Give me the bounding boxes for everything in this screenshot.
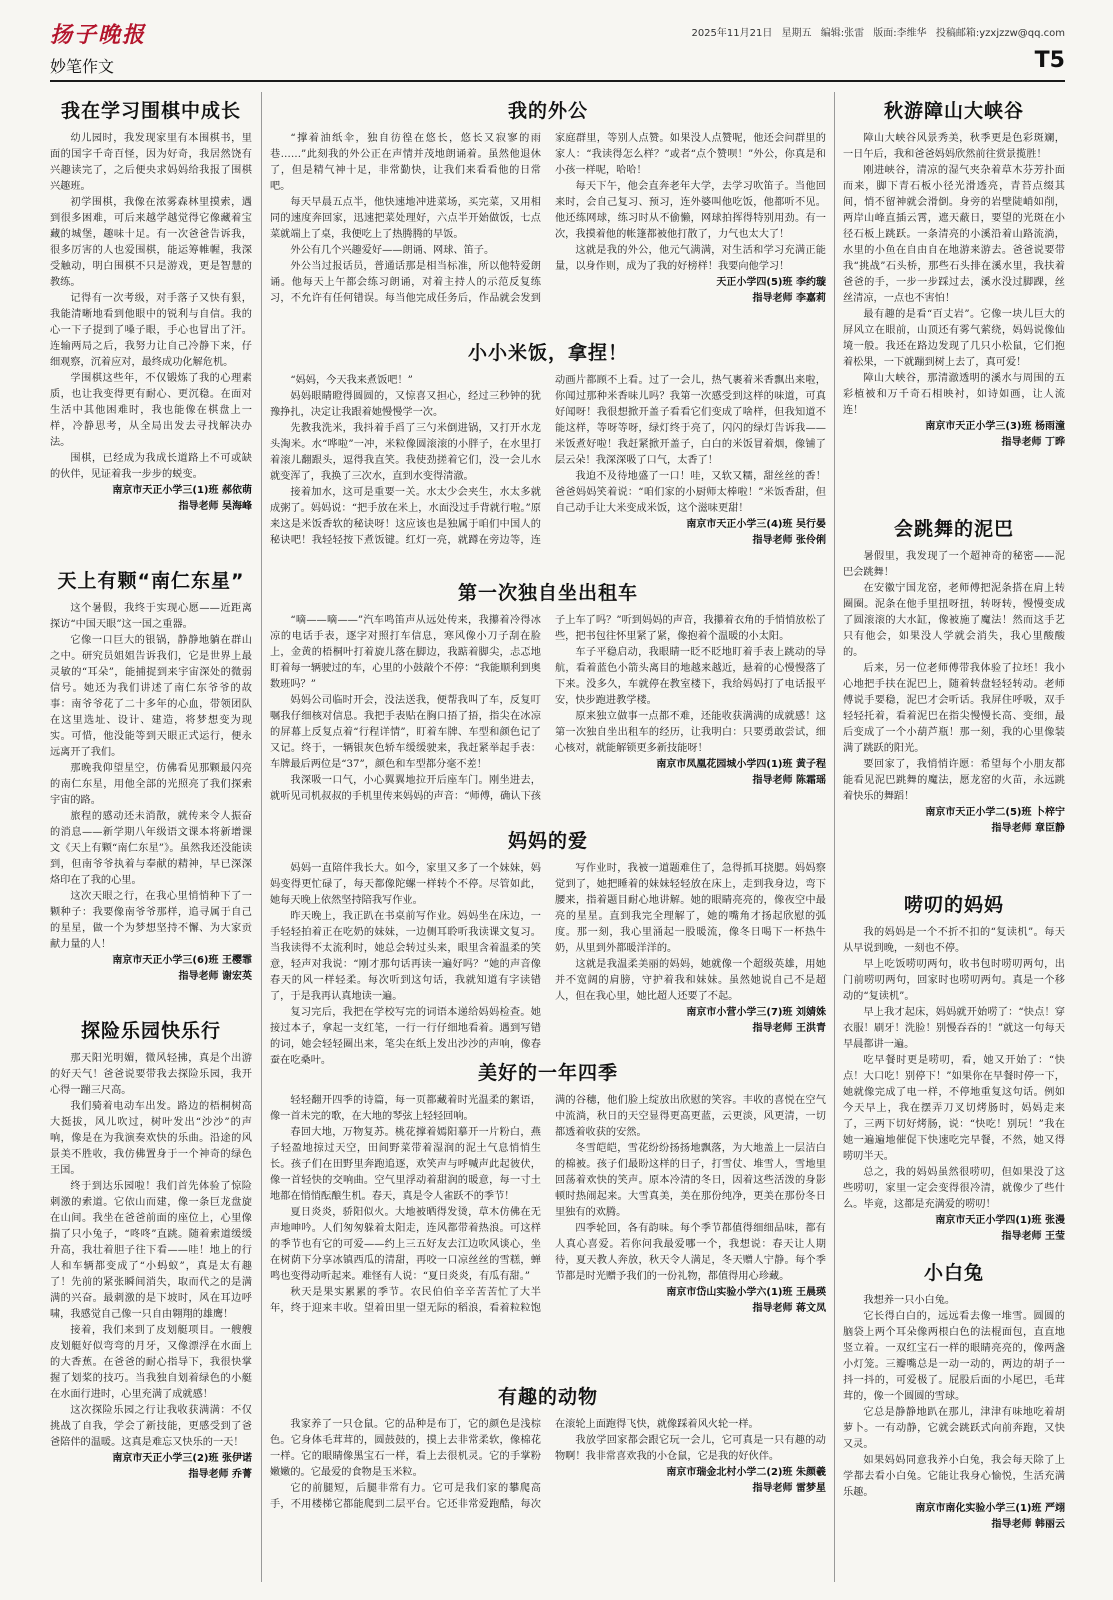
article-paragraph: “嘀——嘀——”汽车鸣笛声从远处传来，我攥着冷得冰凉的电话手表，逐字对照打车信息，寒风像小刀子刮在脸上，金黄的梧桐叶打着旋儿落在脚边，我踮着脚尖，忐忑地盯着每一辆驶过的车，心里的小鼓敲个不停：“我能顺利到奥数班吗？” xyxy=(270,615,541,690)
article-author: 南京市天正小学三(3)班 杨雨潼 xyxy=(925,421,1065,432)
article-paragraph: 这就是我的外公，他元气满满，对生活和学习充满正能量，以身作则，成为了我的好榜样！我要向他学习！ xyxy=(555,245,826,272)
article-body xyxy=(50,1051,252,1483)
article-paragraph: 我放学回家都会跟它玩一会儿，它可真是一只有趣的动物啊！我非常喜欢我的小仓鼠，它是我的好伙伴。 xyxy=(555,1435,826,1462)
article-paragraph: 障山大峡谷风景秀美，秋季更是色彩斑斓，一日午后，我和爸爸妈妈欣然前往赏景揽胜！ xyxy=(843,133,1065,160)
article-paragraph: “妈妈，今天我来煮饭吧！” xyxy=(290,375,413,386)
article-body xyxy=(843,131,1065,451)
article-paragraph: 妈妈一直陪伴我长大。如今，家里又多了一个妹妹，妈妈变得更忙碌了，每天都像陀螺一样转个不停。尽管如此，她每天晚上依然坚持陪我写作业。 xyxy=(270,863,541,906)
article-paragraph: 旅程的感动还未消散，就传来令人振奋的消息——新学期八年级语文课本将新增课文《天上有颗“南仁东星”》。虽然我还没能读到，但南爷爷执着与奉献的精神，早已深深烙印在了我的心里。 xyxy=(50,811,252,886)
article-paragraph: 如果妈妈同意我养小白兔，我会每天除了上学都去看小白兔。它能让我身心愉悦，生活充满乐趣。 xyxy=(843,1455,1065,1498)
issue-weekday: 星期五 xyxy=(781,28,812,39)
article-paragraph: 我家养了一只仓鼠。它的品种是布丁，它的颜色是浅棕色。它身体毛茸茸的，圆鼓鼓的，摸上去非常柔软，像棉花一样。它的眼睛像黑宝石一样，看上去很机灵。它的手掌粉嫩嫩的。它最爱的食物是玉米粒。 xyxy=(270,1419,541,1478)
article-teacher: 指导老师 乔菁 xyxy=(188,1469,252,1480)
article-paragraph: 吃早餐时更是唠叨，看，她又开始了：“快点！大口吃！别停下！”如果你在早餐时停一下，她就像完成了电一样，不停地重复这句话。例如今天早上，我在摆弄刀叉切烤肠时，妈妈走来了，三两下切好烤肠，说：“快吃！别玩！”我在她一遍遍地催促下快速吃完早餐，不然，她又得唠叨半天。 xyxy=(843,1055,1065,1162)
article-title: 会跳舞的泥巴 xyxy=(893,518,1014,540)
article-author: 南京市天正小学二(5)班 卜梓宁 xyxy=(925,807,1065,818)
article-paragraph: 早上吃饭唠叨两句，收书包时唠叨两句，出门前唠叨两句，回家时也唠叨两句。真是一个移动的“复读机”。 xyxy=(843,959,1065,1002)
article-animal xyxy=(270,1382,826,1586)
article-paragraph: 我迫不及待地盛了一口！哇，又软又糯，甜丝丝的香！爸爸妈妈笑着说：“咱们家的小厨师太棒啦！”米饭香甜，但自己动手让大米变成米饭，这个滋味更甜！ xyxy=(555,471,826,514)
article-author: 南京市天正小学三(4)班 吴行晏 xyxy=(686,519,826,530)
masthead xyxy=(50,14,1065,80)
article-rabbit xyxy=(843,1258,1065,1586)
article-paragraph: 春回大地，万物复苏。桃花撑着嫣阳摹开一片粉白，燕子轻盈地掠过天空，田间野菜带着湿润的泥土气息悄悄生长。孩子们在田野里奔跑追逐，欢笑声与呼喊声此起彼伏，像一首轻快的交响曲。空气里浮动着甜润的暖意，每一寸土地都在悄悄酝酿生机。春天，真是令人雀跃不的季节！ xyxy=(270,1127,541,1202)
article-paragraph: 幼儿园时，我发现家里有本围棋书，里面的国字千奇百怪，因为好奇，我居然饶有兴趣读完了，之后便央求妈妈给我报了围棋兴趣班。 xyxy=(50,133,252,192)
article-paragraph: 最有趣的是看“百丈岩”。它像一块儿巨大的屏风立在眼前，山顶还有雾气萦绕，妈妈说像仙境一般。我还在路边发现了几只小松鼠，它们抱着松果，一下就蹦到树上去了，真可爱！ xyxy=(843,309,1065,368)
article-paragraph: 昨天晚上，我正趴在书桌前写作业。妈妈坐在床边，一手轻轻拍着正在吃奶的妹妹，一边侧耳聆听我读课文复习。当我读得不太流利时，她总会转过头来，眼里含着温柔的笑意，轻声对我说：“刚才那句话再读一遍好吗？”她的声音像春天的风一样轻柔。每次听到这句话，我就知道有字读错了，于是我再认真地读一遍。 xyxy=(270,911,541,1002)
article-teacher: 指导老师 吴海峰 xyxy=(178,501,252,512)
article-paragraph: 那晚我仰望星空，仿佛看见那颗最闪亮的南仁东星，用他全部的光照亮了我们探索宇宙的路。 xyxy=(50,763,252,806)
article-teacher: 指导老师 谢宏英 xyxy=(178,971,252,982)
article-paragraph: 初学围棋，我像在浓雾森林里摸索，遇到很多困难，可后来越学越觉得它像藏着宝藏的城堡，趣味十足。有一次爸爸告诉我，很多厉害的人也爱围棋，能运筹帷幄，我深受触动，明白围棋不只是游戏，更是智慧的教练。 xyxy=(50,197,252,288)
issue-email: 投稿邮箱:yzxjzzw@qq.com xyxy=(935,28,1065,39)
article-paragraph: 妈妈眼睛瞪得圆圆的，又惊喜又担心，经过三秒钟的犹豫挣扎，决定让我跟着她慢慢学一次。 xyxy=(270,391,541,418)
article-nagging-mom xyxy=(843,890,1065,1252)
article-paragraph: 原来独立做事一点都不难，还能收获满满的成就感！这第一次独自坐出租车的经历，让我明白：只要勇敢尝试，细心核对，就能解锁更多新技能呀！ xyxy=(555,711,826,754)
article-teacher: 指导老师 雷梦星 xyxy=(752,1483,826,1494)
article-paragraph: 总之，我的妈妈虽然很唠叨，但如果没了这些唠叨，家里一定会变得很冷清，就像少了些什么。毕竟，这都是充满爱的唠叨！ xyxy=(843,1167,1065,1210)
article-teacher: 指导老师 王洪青 xyxy=(752,1023,826,1034)
article-clay xyxy=(843,514,1065,876)
header-rule xyxy=(50,80,1065,82)
article-title: 第一次独自坐出租车 xyxy=(457,582,638,604)
section-title: 妙笔作文 xyxy=(50,57,115,76)
article-paragraph: 这就是我温柔美丽的妈妈，她就像一个超级英雄，用她并不宽阔的肩膀，守护着我和妹妹。虽然她说自己不是超人，但在我心里，她比超人还要了不起。 xyxy=(555,959,826,1002)
article-paragraph: 每天下午，他会直奔老年大学，去学习吹笛子。当他回来时，会自己复习、预习，连外婆叫他吃饭，他都听不见。他还练网球，练习时从不偷懒，网球拍挥得特别用劲。有一次，我摸着他的帐篷都被他打散了，力气也太大了！ xyxy=(555,181,826,240)
column-divider xyxy=(834,92,835,1582)
article-paragraph: 我深吸一口气，小心翼翼地拉开后座车门。刚坐进去，就听见司机叔叔的手机里传来妈妈的声音：“师傅，确认下孩子上车了吗？”听到妈妈的声音，我攥着衣角的手悄悄放松了些，把书包往怀里紧了紧，像抱着个温暖的小太阳。 xyxy=(270,615,826,802)
article-paragraph: 我想养一只小白兔。 xyxy=(863,1295,956,1306)
article-teacher: 指导老师 李嘉莉 xyxy=(752,293,826,304)
page-number: T5 xyxy=(1034,48,1065,73)
article-mom-love xyxy=(270,826,826,1066)
article-body xyxy=(270,613,826,805)
article-star xyxy=(50,566,252,1004)
article-body xyxy=(843,1293,1065,1533)
article-paragraph: 复习完后，我把在学校写完的词语本递给妈妈检查。她接过本子，拿起一支红笔，一行一行仔细地看着。遇到写错的词，她会轻轻圈出来，笔尖在纸上发出沙沙的声响，像春蚕在吃桑叶。 xyxy=(270,1007,541,1066)
issue-date: 2025年11月21日 xyxy=(691,28,773,39)
article-paragraph: 要回家了，我悄悄许愿：希望每个小朋友都能看见泥巴跳舞的魔法，愿龙窑的火苗，永远跳着快乐的舞蹈！ xyxy=(843,759,1065,802)
article-paragraph: 轻轻翻开四季的诗篇，每一页都藏着时光温柔的絮语，像一首未完的歌，在大地的琴弦上轻轻回响。 xyxy=(270,1095,541,1122)
article-paragraph: 它像一口巨大的银锅，静静地躺在群山之中。研究员姐姐告诉我们，它是世界上最灵敏的“耳朵”，能捕捉到来宇宙深处的微弱信号。她还为我们讲述了南仁东爷爷的故事：南爷爷花了二十多年的心血，带领团队在这里选址、设计、建造，将梦想变为现实。可惜，他没能等到天眼正式运行，便永远离开了我们。 xyxy=(50,635,252,758)
article-paragraph: 这次探险乐园之行让我收获满满：不仅挑战了自我，学会了新技能，更感受到了爸爸陪伴的温暖。这真是难忘又快乐的一天！ xyxy=(50,1405,252,1448)
article-paragraph: 每天早晨五点半，他快速地冲进菜场，买完菜，又用相同的速度奔回家，迅速把菜处理好，六点半开始做饭，七点菜就端上了桌，我便吃上了热腾腾的早饭。 xyxy=(270,197,541,240)
article-paragraph: 这个暑假，我终于实现心愿——近距离探访“中国天眼”这一国之重器。 xyxy=(50,603,252,630)
article-title: 天上有颗“南仁东星” xyxy=(57,570,245,592)
article-taxi xyxy=(270,578,826,820)
article-teacher: 指导老师 王莹 xyxy=(1001,1231,1065,1242)
article-paragraph: 冬雪皑皑，雪花纷纷扬扬地飘落，为大地盖上一层洁白的棉被。孩子们最盼这样的日子，打雪仗、堆雪人，雪地里回荡着欢快的笑声。原本冷清的冬日，因着这些活泼的身影顿时热闹起来。大雪真美，美在那份纯净，更美在那份冬日里独有的欢腾。 xyxy=(555,1143,826,1218)
article-paragraph: 车子平稳启动，我眼睛一眨不眨地盯着手表上跳动的导航，看着蓝色小箭头离目的地越来越近，悬着的心慢慢落了下来。没多久，车就停在教室楼下，我给妈妈打了电话报平安，快步跑进教学楼。 xyxy=(555,647,826,706)
article-paragraph: 我的妈妈是一个不折不扣的“复读机”。每天从早说到晚，一刻也不停。 xyxy=(843,927,1065,954)
article-title: 探险乐园快乐行 xyxy=(80,1020,221,1042)
article-title: 我的外公 xyxy=(507,100,588,122)
article-title: 妈妈的爱 xyxy=(507,830,588,852)
article-body xyxy=(270,861,826,1069)
article-teacher: 指导老师 韩丽云 xyxy=(991,1519,1065,1530)
article-body xyxy=(843,549,1065,837)
article-title: 秋游障山大峡谷 xyxy=(883,100,1024,122)
article-paragraph: 学围棋这些年，不仅锻炼了我的心理素质，也让我变得更有耐心、更沉稳。在面对生活中其他困难时，我也能像在棋盘上一样，冷静思考，从全局出发去寻找解决办法。 xyxy=(50,373,252,448)
newspaper-logo: 扬子晚报 xyxy=(50,22,147,48)
article-paragraph: 妈妈公司临时开会，没法送我，便帮我叫了车，反复叮嘱我仔细核对信息。我把手表贴在胸口捂了捂，指尖在冰凉的屏幕上反复点着“行程详情”，盯着车牌、车型和颜色记了又记。终于，一辆银灰色轿车缓缓驶来，我赶紧举起手表：车牌最后两位是“37”，颜色和车型都分毫不差！ xyxy=(270,695,541,770)
article-body xyxy=(270,1093,826,1317)
article-teacher: 指导老师 丁晔 xyxy=(1001,437,1065,448)
article-paragraph: 终于到达乐园啦！我们首先体验了惊险刺激的索道。它依山而建，像一条巨龙盘旋在山间。我坐在爸爸前面的座位上，心里像揣了只小兔子，“咚咚”直跳。随着索道缓缓升高，我壮着胆子往下看——哇！地上的行人和车辆都变成了“小蚂蚁”，真是太有趣了！先前的紧张瞬间消失，取而代之的是满满的兴奋。最刺激的是下坡时，风在耳边呼啸，我感觉自己像一只自由翱翔的雄鹰！ xyxy=(50,1181,252,1320)
article-author: 南京市小营小学三(7)班 刘婧姝 xyxy=(686,1007,826,1018)
issue-meta xyxy=(685,24,1065,39)
article-body xyxy=(270,131,826,307)
article-teacher: 指导老师 陈霜瑶 xyxy=(752,775,826,786)
article-canyon xyxy=(843,96,1065,510)
article-teacher: 指导老师 蒋文凤 xyxy=(752,1303,826,1314)
article-paragraph: 这次天眼之行，在我心里悄悄种下了一颗种子：我要像南爷爷那样，追寻属于自己的星星，做一个为梦想坚持不懈、为大家贡献力量的人！ xyxy=(50,891,252,950)
article-author: 南京市瑞金北村小学二(2)班 朱颜羲 xyxy=(666,1467,826,1478)
article-title: 小白兔 xyxy=(923,1262,984,1284)
article-paragraph: 外公当过报话员，普通话那是相当标准，所以他特爱朗诵。他每天上午都会练习朗诵，对着主持人的示范反复练习，不允许有任何错误。每当他完成任务后，作品就会发到家庭群里，等别人点赞。如果没人点赞呢，他还会问群里的家人：“我读得怎么样？”或者“点个赞呗！”外公，你真是和小孩一样呢，哈哈！ xyxy=(270,133,826,304)
article-body xyxy=(843,925,1065,1245)
article-paragraph: 早上我才起床，妈妈就开始唠了：“快点！穿衣服！刷牙！洗脸！别慢吞吞的！”就这一句每天早晨都讲一遍。 xyxy=(843,1007,1065,1050)
article-paragraph: 它长得白白的，远远看去像一堆雪。圆圆的脑袋上两个耳朵像两根白色的法棍面包，直直地竖立着。一双红宝石一样的眼睛亮亮的，像两盏小灯笼。三瓣嘴总是一动一动的，两边的胡子一抖一抖的，可爱极了。屁股后面的小尾巴，毛茸茸的，像一个圆圆的雪球。 xyxy=(843,1311,1065,1402)
article-go xyxy=(50,96,252,538)
article-paragraph: 夏日炎炎，骄阳似火。大地被晒得发烫，草木仿佛在无声地呻吟。人们匆匆躲着太阳走，连风都带着热浪。可这样的季节也有它的可爱——约上三五好友去江边吹风谈心，坐在树荫下分享冰镇西瓜的清甜，再咬一口凉丝丝的雪糕，蝉鸣也变得动听起来。难怪有人说：“夏日炎炎，有瓜有甜。” xyxy=(270,1207,541,1282)
article-author: 天正小学四(5)班 李约璇 xyxy=(716,277,826,288)
article-paragraph: 写作业时，我被一道题难住了，急得抓耳挠腮。妈妈察觉到了，她把睡着的妹妹轻轻放在床上，走到我身边，弯下腰来，指着题目耐心地讲解。她的眼睛亮亮的，像夜空中最亮的星星。直到我完全理解了，她的嘴角才扬起欣慰的弧度。那一刻，我心里涌起一股暖流，像冬日喝下一杯热牛奶，从里到外都暖洋洋的。 xyxy=(555,863,826,954)
issue-layout: 版面:李维华 xyxy=(873,28,927,39)
article-paragraph: 后来，另一位老师傅带我体验了拉坯！我小心地把手扶在泥巴上，随着转盘轻轻转动。老师傅说手要稳，泥巴才会听话。我屏住呼吸，双手轻轻托着，看着泥巴在指尖慢慢长高、变细，最后变成了一个小葫芦瓶！那一刻，我的心里像装满了跳跃的阳光。 xyxy=(843,663,1065,754)
article-paragraph: 暑假里，我发现了一个超神奇的秘密——泥巴会跳舞！ xyxy=(843,551,1065,578)
article-teacher: 指导老师 章臣静 xyxy=(991,823,1065,834)
article-author: 南京市天正小学三(6)班 王樱霏 xyxy=(112,955,252,966)
article-title: 有趣的动物 xyxy=(497,1386,598,1408)
article-title: 唠叨的妈妈 xyxy=(903,894,1004,916)
article-body xyxy=(270,373,826,549)
article-author: 南京市南化实验小学三(1)班 严翊 xyxy=(915,1503,1065,1514)
article-body xyxy=(270,1417,826,1513)
article-author: 南京市天正小学三(1)班 郝依萌 xyxy=(112,485,252,496)
article-author: 南京市天正小学四(1)班 张漫 xyxy=(935,1215,1065,1226)
article-paragraph: 刚进峡谷，清凉的湿气夹杂着草木芬芳扑面而来，脚下青石板小径光滑透亮，青苔点缀其间，悄不留神就会滑倒。身旁的岩壁陡峭如削，两岸山峰直插云霄，遮天蔽日，要望的光斑在小径石板上跳跃。一条清亮的小溪沿着山路流淌，水里的小鱼在自由自在地游来游去。爸爸说要带我“挑战”石头桥，那些石头排在溪水里，我扶着爸爸的手，一步一步踩过去，溪水没过脚踝，丝丝清凉，一点也不害怕！ xyxy=(843,165,1065,304)
article-paragraph: 那天阳光明媚，微风轻拂，真是个出游的好天气！爸爸说要带我去探险乐园，我开心得一蹦三尺高。 xyxy=(50,1053,252,1096)
article-paragraph: 外公有几个兴趣爱好——朗诵、网球、笛子。 xyxy=(290,245,495,256)
article-paragraph: 它的前腿短，后腿非常有力。它可是我们家的攀爬高手，不用楼梯它都能爬到二层平台。它还非常爱跑酷，每次在滚轮上面跑得飞快，就像踩着风火轮一样。 xyxy=(270,1419,759,1510)
article-paragraph: “撑着油纸伞，独自彷徨在悠长，悠长又寂寥的雨巷……”此刻我的外公正在声情并茂地朗诵着。虽然他退休了，但是精气神十足，非常勤快，让我们来看看他的日常吧。 xyxy=(270,133,541,192)
article-author: 南京市岱山实验小学六(1)班 王晨瑛 xyxy=(666,1287,826,1298)
article-paragraph: 四季轮回，各有韵味。每个季节都值得细细品味，都有人真心喜爱。若你问我最爱哪一个，我想说：春天让人期待，夏天教人奔放，秋天令人满足，冬天赠人宁静。每个季节都是时光赠予我们的一份礼物，都值得用心珍藏。 xyxy=(555,1223,826,1282)
article-paragraph: 我们骑着电动车出发。路边的梧桐树高大挺拔，风儿吹过，树叶发出“沙沙”的声响，像是在为我演奏欢快的乐曲。沿途的风景美不胜收，我仿佛置身于一个神奇的绿色王国。 xyxy=(50,1101,252,1176)
article-teacher: 指导老师 张伶俐 xyxy=(752,535,826,546)
article-paragraph: 围棋，已经成为我成长道路上不可或缺的伙伴，见证着我一步步的蜕变。 xyxy=(50,453,252,480)
article-paragraph: 记得有一次考级，对手落子又快有狠，我能清晰地看到他眼中的锐利与自信。我的心一下子提到了嗓子眼，手心也冒出了汗。连输两局之后，我努力让自己冷静下来，仔细观察，沉着应对，最终成功化解危机。 xyxy=(50,293,252,368)
issue-editor: 编辑:张雷 xyxy=(820,28,865,39)
article-paragraph: 先教我洗米，我抖着手舀了三勺米倒进锅，又打开水龙头淘米。水“哗啦”一冲，米粒像圆滚滚的小胖子，在水里打着滚儿翻跟头，逗得我直笑。我使劲搓着它们，没一会儿水就变浑了，我换了三次水，直到水变得清澈。 xyxy=(270,423,541,482)
article-title: 小小米饭，拿捏！ xyxy=(467,342,628,364)
article-paragraph: 它总是静静地趴在那儿，津津有味地吃着胡萝卜。一有动静，它就会跳跃式向前奔跑，又快又灵。 xyxy=(843,1407,1065,1450)
article-seasons xyxy=(270,1058,826,1376)
article-paragraph: 接着加水，这可是重要一关。水太少会夹生，水太多就成粥了。妈妈说：“把手放在米上，水面没过手背就行啦。”原来这是米饭香软的秘诀呀！这应该也是独属于咱们中国人的秘诀吧！我轻轻按下煮饭键。红灯一亮，就蹲在旁边等，连动画片都顾不上看。过了一会儿，热气裹着米香飘出来啦，你闻过那种米香味儿吗？我第一次感受到这样的味道，可真好闻呀！我很想掀开盖子看看它们变成了啥样，但我知道不能这样，等呀等呀，绿灯终于亮了，闪闪的绿灯告诉我——米饭煮好啦！我赶紧掀开盖子，白白的米饭冒着烟，像铺了层云朵！我深深吸了口气，太香了！ xyxy=(270,375,826,546)
article-title: 美好的一年四季 xyxy=(477,1062,618,1084)
article-paragraph: 在安徽宁国龙窑，老师傅把泥条搭在肩上转圈圈。泥条在他手里扭呀扭，转呀转，慢慢变成了圆滚滚的大水缸，像被施了魔法！然而这手艺只有他会，如果没人学就会消失，我心里酸酸的。 xyxy=(843,583,1065,658)
column-divider xyxy=(261,92,262,1582)
article-paragraph: 秋天是果实累累的季节。农民伯伯辛辛苦苦忙了大半年，终于迎来丰收。望着田里一望无际的稻浪，看着粒粒饱满的谷穗，他们脸上绽放出欣慰的笑容。丰收的喜悦在空气中流淌，秋日的天空显得更高更蓝，云更淡，风更清，一切都透着收获的安然。 xyxy=(270,1095,826,1314)
article-rice xyxy=(270,338,826,570)
article-title: 我在学习围棋中成长 xyxy=(60,100,241,122)
article-body xyxy=(50,601,252,985)
article-grandpa xyxy=(270,96,826,332)
article-body xyxy=(50,131,252,515)
article-author: 南京市天正小学三(2)班 张伊诺 xyxy=(112,1453,252,1464)
article-paragraph: 障山大峡谷，那清澈透明的溪水与周围的五彩植被和万千奇石相映衬，如诗如画，让人流连！ xyxy=(843,373,1065,416)
article-author: 南京市凤凰花园城小学四(1)班 黄子程 xyxy=(656,759,826,770)
article-adventure xyxy=(50,1016,252,1586)
article-paragraph: 接着，我们来到了皮划艇项目。一艘艘皮划艇好似弯弯的月牙，又像漂浮在水面上的大香蕉。在爸爸的耐心指导下，我很快掌握了划桨的技巧。当我独自划着绿色的小艇在水面行进时，心里充满了成就感！ xyxy=(50,1325,252,1400)
